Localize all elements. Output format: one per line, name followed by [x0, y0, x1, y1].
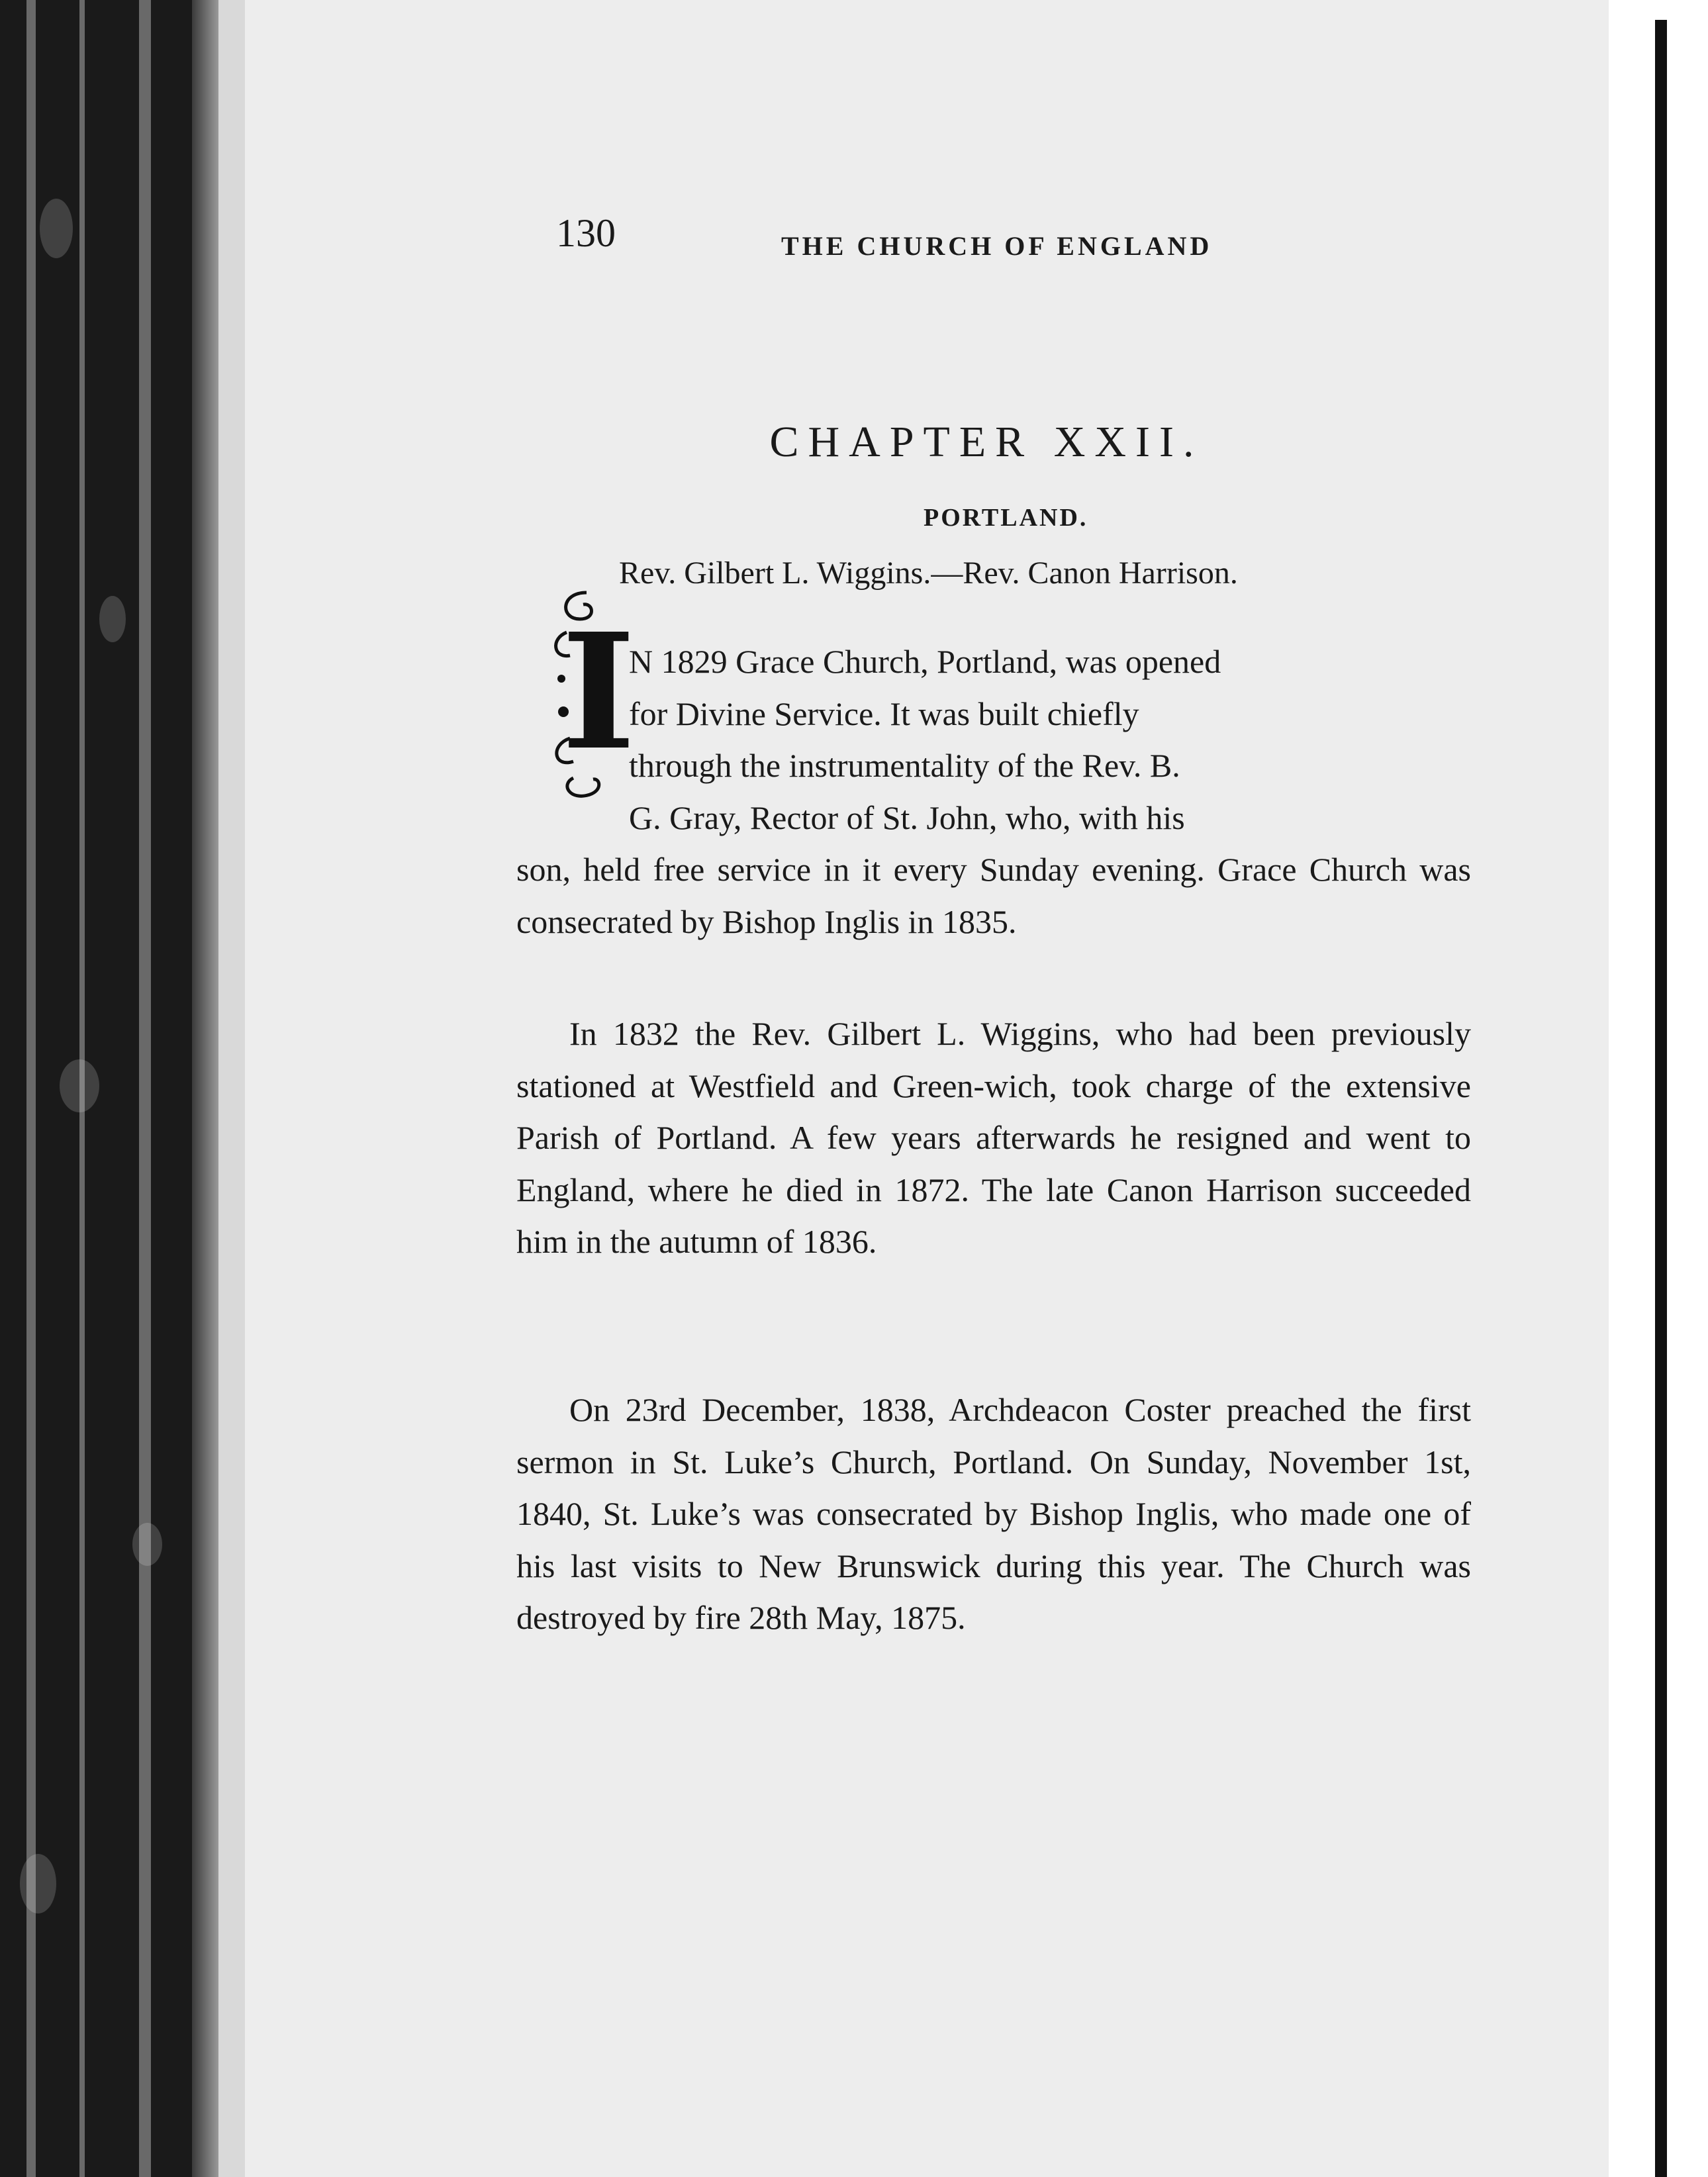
running-head: THE CHURCH OF ENGLAND	[781, 231, 1213, 261]
p3-text: On 23rd December, 1838, Archdeacon Coster preached the first sermon in St. Luke’s Church, Portland. On Sunday, November 1st, 1840, St. Luke’s was consecrated by Bishop Inglis, who made one of his last visits to New Brunswick during this year. The Church was destroyed by fire 28th May, 1875.	[516, 1391, 1471, 1636]
page-margin-right	[1609, 0, 1655, 2177]
p2-text: In 1832 the Rev. Gilbert L. Wiggins, who had been previously stationed at Westfield and Green-wich, took charge of the extensive Parish of Portland. A few years afterwards he resigned and went to England, where he died in 1872. The late Canon Harrison succeeded him in the autumn of 1836.	[516, 1015, 1471, 1260]
book-binding-edge	[0, 0, 218, 2177]
page-edge-shadow	[1655, 20, 1667, 2177]
p1-line-4: G. Gray, Rector of St. John, who, with his	[629, 798, 1185, 836]
p1-line-3: through the instrumentality of the Rev. B.	[629, 747, 1180, 784]
paragraph-2	[516, 1008, 1471, 1268]
chapter-title: CHAPTER XXII.	[769, 418, 1204, 466]
chapter-place: PORTLAND.	[924, 504, 1088, 532]
drop-cap-letter: I	[561, 599, 636, 785]
p1-line-2: for Divine Service. It was built chiefly	[629, 695, 1139, 732]
page-number: 130	[556, 211, 616, 255]
paragraph-1	[516, 636, 1471, 947]
p1-line-1: N 1829 Grace Church, Portland, was opened	[629, 643, 1221, 680]
p1-continuation: son, held free service in it every Sunday evening. Grace Church was consecrated by Bishop Inglis in 1835.	[516, 851, 1471, 940]
page-gutter	[218, 0, 245, 2177]
scan-border	[1667, 0, 1708, 2177]
paragraph-3	[516, 1384, 1471, 1644]
chapter-subtitle: Rev. Gilbert L. Wiggins.—Rev. Canon Harrison.	[619, 556, 1238, 591]
